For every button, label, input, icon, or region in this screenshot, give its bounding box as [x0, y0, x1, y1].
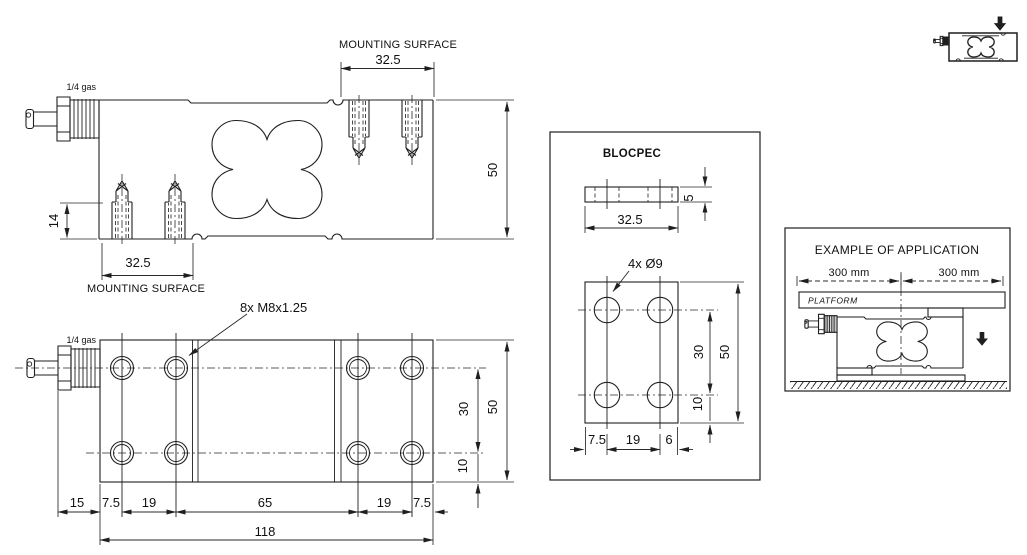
dim-row-edge: 10 [690, 396, 705, 412]
dim-hole-pitch: 19 [625, 432, 641, 447]
ground-hatch [790, 382, 1007, 389]
gas-thread-label: 1/4 gas [66, 335, 96, 345]
dim-mounting-width-top: 32.5 [375, 52, 401, 67]
dim-plate-width: 32.5 [617, 212, 643, 227]
threaded-hole [402, 95, 422, 165]
clover-cutout [968, 37, 994, 57]
mounting-surface-label-bottom: MOUNTING SURFACE [86, 283, 206, 295]
dim-thickness: 5 [681, 194, 696, 202]
mini-icon [934, 17, 1017, 62]
dim-edge-left: 7.5 [101, 495, 121, 510]
dim-hole-rows: 30 [456, 401, 471, 417]
blocpec-panel [550, 132, 760, 480]
thread-callout: 8x M8x1.25 [240, 300, 308, 315]
thread-holes [111, 357, 424, 465]
dim-mounting-width-bottom: 32.5 [125, 255, 151, 270]
mounting-surface-label-top: MOUNTING SURFACE [338, 39, 458, 51]
clover-cutout [212, 121, 322, 219]
dim-connector: 15 [69, 495, 85, 510]
application-panel [785, 228, 1010, 391]
bottom-view [15, 300, 514, 545]
dim-left-span: 300 mm [828, 267, 870, 279]
threaded-hole [165, 174, 185, 244]
dim-edge-right: 7.5 [412, 495, 432, 510]
dim-hole-span: 65 [257, 495, 273, 510]
dim-hole-pitch-right: 19 [376, 495, 392, 510]
gas-thread-label: 1/4 gas [66, 82, 96, 92]
blocpec-title: BLOCPEC [602, 148, 662, 160]
dim-total-length: 118 [254, 524, 276, 539]
cable-connector [26, 97, 99, 141]
dim-edge-right: 6 [665, 432, 673, 447]
side-view [26, 39, 514, 295]
plate-holes [594, 297, 672, 407]
upper-spacer [928, 308, 963, 317]
lower-spacer [837, 368, 872, 375]
clover-cutout [877, 322, 928, 361]
load-arrow-icon [976, 332, 988, 346]
threaded-hole [112, 174, 132, 244]
dim-thread-depth: 14 [46, 213, 61, 229]
application-title: EXAMPLE OF APPLICATION [814, 243, 980, 257]
load-cell-outline-icon [949, 33, 1017, 61]
base-plate [837, 375, 965, 381]
dim-width: 50 [485, 399, 500, 415]
dim-height: 50 [717, 344, 732, 360]
platform-label: PLATFORM [808, 295, 858, 306]
dim-row-edge: 10 [455, 458, 470, 474]
dim-hole-rows: 30 [691, 344, 706, 360]
load-arrow-icon [994, 17, 1006, 31]
dim-edge-left: 7.5 [587, 432, 607, 447]
hole-callout: 4x Ø9 [628, 256, 663, 271]
dim-right-span: 300 mm [938, 267, 980, 279]
cable-connector [805, 314, 837, 333]
threaded-hole [349, 95, 369, 165]
dim-hole-pitch-left: 19 [141, 495, 157, 510]
cable-connector [934, 36, 949, 45]
dim-height: 50 [485, 162, 500, 178]
